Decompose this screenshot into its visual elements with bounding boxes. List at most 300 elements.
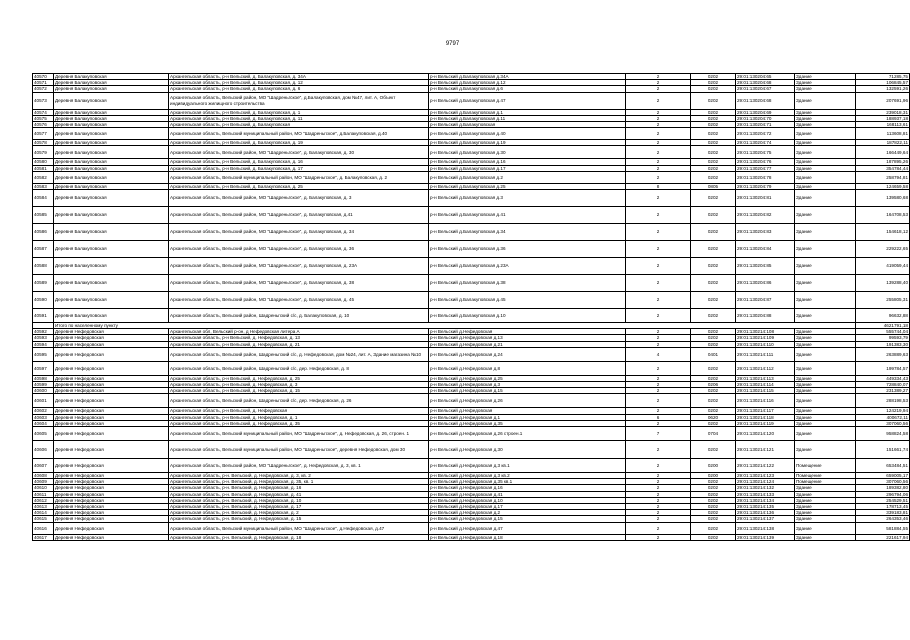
cadastral-number: 29:01:130204:76	[736, 159, 795, 165]
group-code: 2	[626, 473, 691, 479]
full-address: Архангельская область, р-н Вельский, д. Балакуповская, д. 34А	[169, 74, 429, 80]
locality-name: Деревня Нефедовская	[54, 427, 169, 441]
object-type: Здание	[795, 504, 856, 510]
table-row	[33, 275, 910, 292]
full-address: Архангельская область, Вельский муниципальный район, МО "Шадреньгское", д. Нефедовская, д. 26, строен. 1	[169, 427, 429, 441]
cadastral-number: 29:01:130204:78	[736, 171, 795, 183]
row-number: 40615	[33, 516, 54, 522]
cadastral-number: 29:01:130204:74	[736, 140, 795, 146]
short-address: р-н Вельский д.Балакуповская д.10	[429, 309, 626, 323]
row-number: 40603	[33, 414, 54, 420]
short-address: р-н Вельский д.Нефедовская д.35	[429, 420, 626, 426]
short-address: р-н Вельский д.Нефедовская д.26 строен.1	[429, 427, 626, 441]
type-code: 0206	[691, 382, 736, 388]
cadastral-value: 207691,96	[856, 92, 910, 109]
full-address: Архангельская область, р-н. Вельский, д. Нефедовская, д. 15	[169, 516, 429, 522]
short-address: р-н Вельский д.Нефедовская д.1	[429, 414, 626, 420]
row-number: 40613	[33, 504, 54, 510]
short-address: р-н Вельский д.Нефедовская д.2	[429, 510, 626, 516]
locality-name: Деревня Балакуповская	[54, 241, 169, 258]
cadastral-number: 29:01:130204:68	[736, 80, 795, 86]
object-type: Здание	[795, 382, 856, 388]
object-type: Здание	[795, 224, 856, 241]
full-address: Архангельская область, р-н Вельский, д. Нефедовская, д. 25	[169, 375, 429, 381]
row-number: 40595	[33, 347, 54, 361]
cadastral-value: 124219,94	[856, 408, 910, 414]
short-address: р-н Вельский д.Балакуповская д.3	[429, 190, 626, 207]
cadastral-number: 29:01:130214:139	[736, 534, 795, 540]
row-number: 40584	[33, 190, 54, 207]
group-code: 2	[626, 329, 691, 335]
short-address: р-н Вельский д.Нефедовская д.24	[429, 347, 626, 361]
cadastral-value: 728840,07	[856, 382, 910, 388]
locality-name: Деревня Балакуповская	[54, 309, 169, 323]
cadastral-number: 29:01:130214:114	[736, 382, 795, 388]
type-code: 0202	[691, 258, 736, 275]
table-row	[33, 534, 910, 540]
row-number: 40611	[33, 491, 54, 497]
object-type: Здание	[795, 171, 856, 183]
short-address: р-н Вельский д.Нефедовская	[429, 329, 626, 335]
short-address: р-н Вельский д.Балакуповская д.25	[429, 183, 626, 189]
group-code: 2	[626, 140, 691, 146]
full-address: Архангельская область, р-н Вельский, д. Нефедовская, д. 35	[169, 420, 429, 426]
locality-name: Деревня Балакуповская	[54, 86, 169, 92]
short-address: р-н Вельский д.Нефедовская	[429, 408, 626, 414]
cadastral-number: 29:01:130204:71	[736, 122, 795, 128]
cadastral-number: 29:01:130204:86	[736, 275, 795, 292]
group-code: 2	[626, 224, 691, 241]
locality-name: Деревня Балакуповская	[54, 74, 169, 80]
table-row	[33, 171, 910, 183]
type-code: 0202	[691, 140, 736, 146]
cadastral-value: 354784,44	[856, 165, 910, 171]
type-code: 0202	[691, 241, 736, 258]
type-code: 0202	[691, 128, 736, 140]
row-number: 40591	[33, 309, 54, 323]
full-address: Архангельская область, р-н Вельский, д. Балакуповская, д. 25	[169, 183, 429, 189]
group-code: 2	[626, 361, 691, 375]
short-address: р-н Вельский д.Балакуповская д.45	[429, 292, 626, 309]
type-code: 0202	[691, 92, 736, 109]
row-number: 40600	[33, 388, 54, 394]
row-number: 40587	[33, 241, 54, 258]
cadastral-number: 29:01:130214:110	[736, 341, 795, 347]
group-code: 2	[626, 207, 691, 224]
full-address: Архангельская область, Вельский район, МО "Шадреньгское", д. Балакуповская, д. 45	[169, 292, 429, 309]
object-type: Здание	[795, 190, 856, 207]
cadastral-value: 263889,63	[856, 347, 910, 361]
locality-name: Деревня Балакуповская	[54, 80, 169, 86]
group-code: 2	[626, 115, 691, 121]
short-address: р-н Вельский д.Нефедовская д.35 кв.1	[429, 479, 626, 485]
row-number: 40599	[33, 382, 54, 388]
row-number: 40578	[33, 140, 54, 146]
group-code: 2	[626, 74, 691, 80]
type-code: 0805	[691, 183, 736, 189]
object-type: Здание	[795, 207, 856, 224]
full-address: Архангельская область, р-н. Вельский, д. Нефедовская, д. 41	[169, 491, 429, 497]
cadastral-number: 29:01:130204:72	[736, 128, 795, 140]
cadastral-value: 581884,55	[856, 522, 910, 534]
cadastral-number: 29:01:130204:85	[736, 258, 795, 275]
locality-name: Деревня Нефедовская	[54, 375, 169, 381]
row-number: 40573	[33, 92, 54, 109]
short-address: р-н Вельский д.Нефедовская д.15	[429, 388, 626, 394]
group-code: 2	[626, 241, 691, 258]
locality-name: Деревня Нефедовская	[54, 347, 169, 361]
short-address: р-н Вельский д.Балакуповская д.36	[429, 241, 626, 258]
object-type: Помещение	[795, 459, 856, 473]
table-row	[33, 427, 910, 441]
cadastral-number: 29:01:130214:132	[736, 485, 795, 491]
page-number: 9797	[445, 41, 460, 47]
object-type: Здание	[795, 361, 856, 375]
cadastral-value: 189382,80	[856, 485, 910, 491]
type-code: 0202	[691, 408, 736, 414]
cadastral-value: 307060,56	[856, 420, 910, 426]
row-number: 40580	[33, 159, 54, 165]
object-type: Здание	[795, 241, 856, 258]
cadastral-number: 29:01:130214:108	[736, 329, 795, 335]
type-code: 0202	[691, 504, 736, 510]
cadastral-value: 132591,26	[856, 86, 910, 92]
row-number: 40614	[33, 510, 54, 516]
object-type: Здание	[795, 159, 856, 165]
full-address: Архангельская область, р-н Вельский, д. Нефедовская, д. 15	[169, 388, 429, 394]
group-code: 2	[626, 497, 691, 503]
short-address: р-н Вельский д.Нефедовская д.47	[429, 522, 626, 534]
cadastral-number: 29:01:130204:81	[736, 190, 795, 207]
locality-name: Деревня Нефедовская	[54, 522, 169, 534]
locality-name: Деревня Нефедовская	[54, 414, 169, 420]
type-code: 0202	[691, 190, 736, 207]
table-row	[33, 128, 910, 140]
object-type: Здание	[795, 335, 856, 341]
table-row	[33, 459, 910, 473]
object-type: Здание	[795, 491, 856, 497]
type-code: 0202	[691, 335, 736, 341]
row-number: 40592	[33, 329, 54, 335]
cadastral-value: 555744,04	[856, 329, 910, 335]
group-code: 2	[626, 534, 691, 540]
cadastral-value: 288198,53	[856, 394, 910, 408]
cadastral-value: 258794,81	[856, 171, 910, 183]
type-code: 0200	[691, 459, 736, 473]
full-address: Архангельская область, р-н Вельский, д. Нефедовская, д. 21	[169, 341, 429, 347]
cadastral-value: 154618,12	[856, 224, 910, 241]
short-address: р-н Вельский д.Нефедовская д.41	[429, 491, 626, 497]
group-code: 2	[626, 388, 691, 394]
full-address: Архангельская обл, Вельский р-он, д Нефедовская литера А	[169, 329, 429, 335]
cadastral-value: 659005,17	[856, 473, 910, 479]
full-address: Архангельская область, Вельский район, МО "Шадреньгское", д. Балакуповская, д. 30	[169, 146, 429, 159]
locality-name: Деревня Балакуповская	[54, 115, 169, 121]
short-address: р-н Вельский д.Нефедовская д.18	[429, 534, 626, 540]
row-number: 40582	[33, 171, 54, 183]
cadastral-number: 29:01:130214:113	[736, 375, 795, 381]
object-type: Здание	[795, 309, 856, 323]
object-type: Здание	[795, 485, 856, 491]
row-number: 40598	[33, 375, 54, 381]
type-code: 0202	[691, 516, 736, 522]
locality-name: Деревня Нефедовская	[54, 335, 169, 341]
object-type: Здание	[795, 258, 856, 275]
short-address: р-н Вельский д.Нефедовская д.15	[429, 516, 626, 522]
cadastral-number: 29:01:130204:79	[736, 183, 795, 189]
cadastral-value: 339183,81	[856, 510, 910, 516]
cadastral-value: 187822,11	[856, 140, 910, 146]
type-code: 0202	[691, 522, 736, 534]
group-code: 2	[626, 80, 691, 86]
short-address: р-н Вельский д.Балакуповская д.19	[429, 140, 626, 146]
short-address: р-н Вельский д.Балакуповская д.16	[429, 159, 626, 165]
group-code: 2	[626, 479, 691, 485]
type-code: 0202	[691, 171, 736, 183]
type-code: 0200	[691, 473, 736, 479]
row-number: 40577	[33, 128, 54, 140]
type-code: 0202	[691, 491, 736, 497]
type-code: 0202	[691, 361, 736, 375]
summary-label: Итого по населенному пункту	[54, 323, 856, 329]
locality-name: Деревня Нефедовская	[54, 485, 169, 491]
locality-name: Деревня Нефедовская	[54, 516, 169, 522]
full-address: Архангельская область, Вельский район, Шадреньгский с/с, д. Нефедовская, дом №24, лит. А, Здание магазина №10	[169, 347, 429, 361]
cadastral-number: 29:01:130214:111	[736, 347, 795, 361]
short-address: р-н Вельский д.Балакуповская д.38	[429, 275, 626, 292]
group-code: 2	[626, 375, 691, 381]
group-code: 2	[626, 109, 691, 115]
cadastral-value: 449334,43	[856, 375, 910, 381]
type-code: 0202	[691, 159, 736, 165]
short-address: р-н Вельский д.Нефедовская д.3 кв.1	[429, 459, 626, 473]
table-row	[33, 292, 910, 309]
short-address: р-н Вельский д.Балакуповская д.12	[429, 80, 626, 86]
short-address: р-н Вельский д.Балакуповская д.34А	[429, 74, 626, 80]
row-number: 40602	[33, 408, 54, 414]
type-code: 0202	[691, 394, 736, 408]
object-type: Здание	[795, 292, 856, 309]
locality-name: Деревня Балакуповская	[54, 207, 169, 224]
group-code: 2	[626, 341, 691, 347]
cadastral-value: 96632,88	[856, 309, 910, 323]
full-address: Архангельская область, Вельский район, Шадреньгский с/с, дер. Нефедовская, д. 26	[169, 394, 429, 408]
cadastral-number: 29:01:130204:84	[736, 241, 795, 258]
row-number: 40605	[33, 427, 54, 441]
locality-name: Деревня Балакуповская	[54, 224, 169, 241]
locality-name: Деревня Балакуповская	[54, 92, 169, 109]
group-code: 2	[626, 408, 691, 414]
table-row	[33, 347, 910, 361]
table-row	[33, 92, 910, 109]
cadastral-value: 139288,40	[856, 275, 910, 292]
cadastral-value: 151661,74	[856, 441, 910, 459]
group-code: 2	[626, 420, 691, 426]
cadastral-value: 419059,44	[856, 258, 910, 275]
full-address: Архангельская область, р-н. Вельский, д. Нефедовская, д. 2	[169, 510, 429, 516]
cadastral-number: 29:01:130214:118	[736, 414, 795, 420]
short-address: р-н Вельский д.Балакуповская д.47	[429, 92, 626, 109]
row-number: 40572	[33, 86, 54, 92]
object-type: Здание	[795, 516, 856, 522]
locality-name: Деревня Нефедовская	[54, 504, 169, 510]
row-number: 40576	[33, 122, 54, 128]
full-address: Архангельская область, р-н Вельский, д. Нефедовская	[169, 408, 429, 414]
type-code: 0202	[691, 375, 736, 381]
object-type: Здание	[795, 275, 856, 292]
row-number: 40593	[33, 335, 54, 341]
short-address: р-н Вельский д.Балакуповская д.30	[429, 146, 626, 159]
type-code: 0202	[691, 388, 736, 394]
short-address: р-н Вельский д.Балакуповская д.41	[429, 207, 626, 224]
type-code: 0202	[691, 479, 736, 485]
cadastral-number: 29:01:130204:65	[736, 74, 795, 80]
object-type: Здание	[795, 74, 856, 80]
locality-name: Деревня Нефедовская	[54, 408, 169, 414]
property-register-table	[32, 73, 910, 541]
short-address: р-н Вельский д.Нефедовская д.3 кв.2	[429, 473, 626, 479]
cadastral-value: 307060,56	[856, 479, 910, 485]
cadastral-number: 29:01:130214:115	[736, 388, 795, 394]
row-number: 40575	[33, 115, 54, 121]
table-row	[33, 394, 910, 408]
cadastral-value: 188937,18	[856, 115, 910, 121]
row-number: 40597	[33, 361, 54, 375]
table-row	[33, 224, 910, 241]
group-code: 2	[626, 516, 691, 522]
full-address: Архангельская область, р-н Вельский, д. Балакуповская, д. 6	[169, 86, 429, 92]
locality-name: Деревня Нефедовская	[54, 459, 169, 473]
type-code: 0202	[691, 146, 736, 159]
short-address: р-н Вельский д.Нефедовская д.17	[429, 504, 626, 510]
object-type: Здание	[795, 420, 856, 426]
object-type: Здание	[795, 388, 856, 394]
full-address: Архангельская область, р-н Вельский, д. Балакуповская, д. 1	[169, 109, 429, 115]
full-address: Архангельская область, р-н Вельский, д. Балакуповская, д. 11	[169, 115, 429, 121]
full-address: Архангельская область, Вельский район, Шадреньгский с/с, дер. Нефедовская, д. 8	[169, 361, 429, 375]
locality-name: Деревня Балакуповская	[54, 258, 169, 275]
row-number: 40608	[33, 473, 54, 479]
cadastral-value: 254529,51	[856, 497, 910, 503]
type-code: 0401	[691, 347, 736, 361]
cadastral-number: 29:01:130204:69	[736, 109, 795, 115]
object-type: Здание	[795, 115, 856, 121]
cadastral-value: 166449,64	[856, 146, 910, 159]
cadastral-number: 29:01:130214:135	[736, 504, 795, 510]
locality-name: Деревня Нефедовская	[54, 479, 169, 485]
group-code: 2	[626, 128, 691, 140]
short-address: р-н Вельский д.Балакуповская д.2	[429, 171, 626, 183]
group-code: 2	[626, 92, 691, 109]
locality-name: Деревня Балакуповская	[54, 183, 169, 189]
object-type: Здание	[795, 165, 856, 171]
cadastral-value: 139580,68	[856, 190, 910, 207]
cadastral-value: 99593,79	[856, 335, 910, 341]
cadastral-value: 229222,65	[856, 241, 910, 258]
cadastral-number: 29:01:130214:136	[736, 510, 795, 516]
locality-name: Деревня Балакуповская	[54, 275, 169, 292]
row-number: 40579	[33, 146, 54, 159]
cadastral-number: 29:01:130204:77	[736, 165, 795, 171]
row-number: 40609	[33, 479, 54, 485]
type-code: 0202	[691, 497, 736, 503]
short-address: р-н Вельский д.Балакуповская	[429, 122, 626, 128]
group-code: 2	[626, 146, 691, 159]
type-code: 0202	[691, 109, 736, 115]
full-address: Архангельская область, р-н. Вельский, д. Нефедовская, д. 17	[169, 504, 429, 510]
row-number: 40588	[33, 258, 54, 275]
group-code: 2	[626, 159, 691, 165]
row-number: 40616	[33, 522, 54, 534]
summary-value: 4621791,18	[856, 323, 910, 329]
cadastral-number: 29:01:130214:119	[736, 420, 795, 426]
locality-name: Деревня Балакуповская	[54, 292, 169, 309]
cadastral-number: 29:01:130204:83	[736, 224, 795, 241]
type-code: 0202	[691, 485, 736, 491]
cadastral-number: 29:01:130204:70	[736, 115, 795, 121]
type-code: 0202	[691, 341, 736, 347]
object-type: Здание	[795, 414, 856, 420]
object-type: Здание	[795, 122, 856, 128]
object-type: Здание	[795, 140, 856, 146]
locality-name: Деревня Нефедовская	[54, 341, 169, 347]
cadastral-number: 29:01:130214:137	[736, 516, 795, 522]
short-address: р-н Вельский д.Нефедовская д.30	[429, 441, 626, 459]
full-address: Архангельская область, Вельский район, МО "Шадреньгское", д. Балакуповская, д. 36	[169, 241, 429, 258]
cadastral-value: 239018,31	[856, 109, 910, 115]
cadastral-value: 164708,53	[856, 207, 910, 224]
object-type: Здание	[795, 510, 856, 516]
object-type: Здание	[795, 427, 856, 441]
group-code: 2	[626, 485, 691, 491]
full-address: Архангельская область, р-н. Вельский, д. Нефедовская, д. 35, кв. 1	[169, 479, 429, 485]
group-code: 2	[626, 165, 691, 171]
short-address: р-н Вельский д.Нефедовская д.8	[429, 361, 626, 375]
cadastral-number: 29:01:130214:123	[736, 473, 795, 479]
full-address: Архангельская область, р-н Вельский, д. Балакуповская	[169, 122, 429, 128]
cadastral-number: 29:01:130214:109	[736, 335, 795, 341]
full-address: Архангельская область, р-н. Вельский, д. Нефедовская, д. 3, кв. 2	[169, 473, 429, 479]
cadastral-number: 29:01:130204:67	[736, 86, 795, 92]
cadastral-value: 187895,26	[856, 159, 910, 165]
cadastral-value: 231389,27	[856, 388, 910, 394]
type-code: 0202	[691, 275, 736, 292]
full-address: Архангельская область, р-н Вельский, д. Нефедовская, д. 13	[169, 335, 429, 341]
cadastral-value: 106845,57	[856, 80, 910, 86]
type-code: 0202	[691, 534, 736, 540]
locality-name: Деревня Нефедовская	[54, 329, 169, 335]
full-address: Архангельская область, Вельский район, МО "Шадреньгское", д. Балакуповская, д. 3	[169, 190, 429, 207]
locality-name: Деревня Нефедовская	[54, 394, 169, 408]
object-type: Здание	[795, 408, 856, 414]
group-code: 2	[626, 171, 691, 183]
locality-name: Деревня Балакуповская	[54, 128, 169, 140]
row-number: 40574	[33, 109, 54, 115]
short-address: р-н Вельский д.Нефедовская д.25	[429, 375, 626, 381]
cadastral-number: 29:01:130204:88	[736, 309, 795, 323]
cadastral-value: 71285,75	[856, 74, 910, 80]
locality-name: Деревня Нефедовская	[54, 441, 169, 459]
type-code: 0202	[691, 292, 736, 309]
locality-name: Деревня Нефедовская	[54, 473, 169, 479]
group-code: 2	[626, 122, 691, 128]
object-type: Здание	[795, 92, 856, 109]
type-code: 0202	[691, 86, 736, 92]
object-type: Здание	[795, 497, 856, 503]
group-code: 2	[626, 190, 691, 207]
full-address: Архангельская область, Вельский район, МО "Шадреньгское", д. Балакуповская, д. 38	[169, 275, 429, 292]
cadastral-value: 653484,51	[856, 459, 910, 473]
